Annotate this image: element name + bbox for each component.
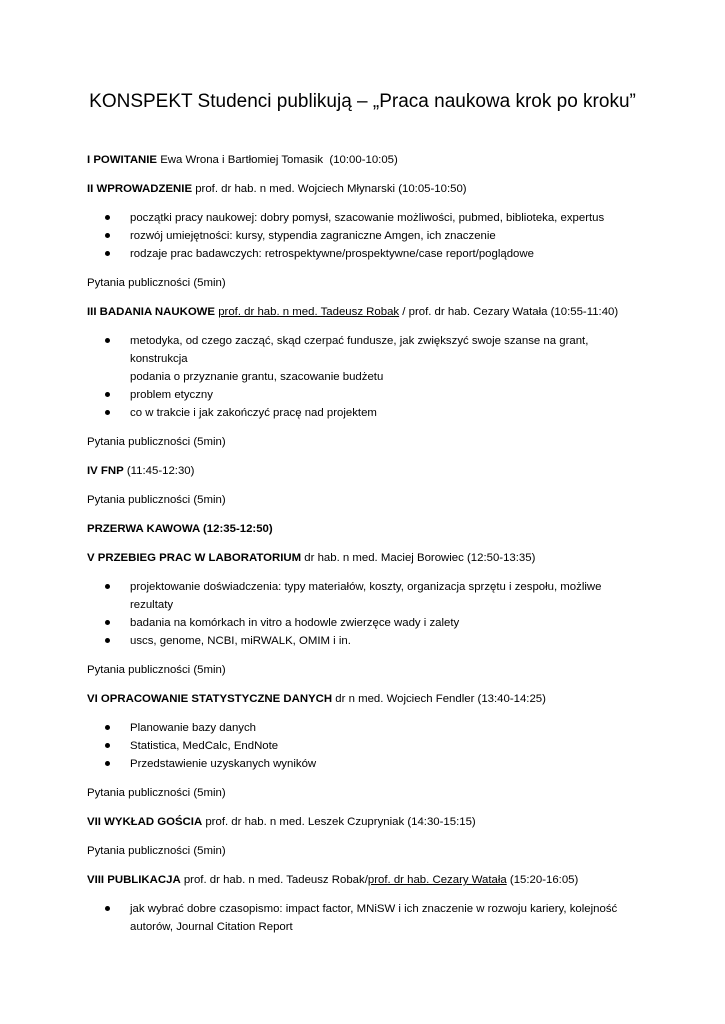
section-details: dr hab. n med. Maciej Borowiec (12:50-13:35) bbox=[301, 552, 536, 564]
topic-item bbox=[87, 719, 647, 737]
agenda-section-heading bbox=[87, 871, 647, 889]
section-title: VI OPRACOWANIE STATYSTYCZNE DANYCH bbox=[87, 693, 333, 705]
bullet-icon bbox=[105, 410, 110, 415]
bullet-icon bbox=[105, 906, 110, 911]
bullet-icon bbox=[105, 743, 110, 748]
section-details: / prof. dr hab. Cezary Watała (10:55-11:40) bbox=[399, 306, 619, 318]
topic-item bbox=[87, 245, 647, 263]
bullet-icon bbox=[105, 233, 110, 238]
section-title: IV FNP bbox=[87, 465, 124, 477]
section-details: prof. dr hab. n med. Wojciech Młynarski (10:05-10:50) bbox=[192, 183, 467, 195]
bullet-icon bbox=[105, 392, 110, 397]
topic-text: Planowanie bazy danych bbox=[130, 722, 257, 734]
topic-item bbox=[87, 386, 647, 404]
topic-text: jak wybrać dobre czasopismo: impact factor, MNiSW i ich znaczenie w rozwoju kariery, kolejność autorów, Journal Citation Report bbox=[130, 903, 618, 933]
section-title: V PRZEBIEG PRAC W LABORATORIUM bbox=[87, 552, 302, 564]
agenda-section-heading bbox=[87, 549, 647, 567]
topic-item bbox=[87, 578, 647, 614]
bullet-icon bbox=[105, 584, 110, 589]
bullet-icon bbox=[105, 638, 110, 643]
topic-text: metodyka, od czego zacząć, skąd czerpać fundusze, jak zwiększyć swoje szanse na grant, konstrukcja podania o przyznanie grantu, szacowanie budżetu bbox=[130, 335, 589, 383]
audience-questions-note: Pytania publiczności (5min) bbox=[87, 494, 226, 506]
topic-item bbox=[87, 632, 647, 650]
topic-item bbox=[87, 404, 647, 422]
agenda-section-heading bbox=[87, 180, 647, 198]
topic-list bbox=[87, 578, 647, 650]
audience-questions-note: Pytania publiczności (5min) bbox=[87, 664, 226, 676]
topic-item bbox=[87, 614, 647, 632]
topic-text: rodzaje prac badawczych: retrospektywne/prospektywne/case report/poglądowe bbox=[130, 248, 534, 260]
topic-list bbox=[87, 900, 647, 936]
agenda-section-heading bbox=[87, 813, 647, 831]
topic-text: początki pracy naukowej: dobry pomysł, szacowanie możliwości, pubmed, biblioteka, expertus bbox=[130, 212, 605, 224]
section-details: Ewa Wrona i Bartłomiej Tomasik (10:00-10:05) bbox=[157, 154, 398, 166]
topic-text: problem etyczny bbox=[130, 389, 213, 401]
agenda-section-heading bbox=[87, 151, 647, 169]
document-body bbox=[87, 151, 647, 947]
audience-questions-note: Pytania publiczności (5min) bbox=[87, 845, 226, 857]
section-details: dr n med. Wojciech Fendler (13:40-14:25) bbox=[332, 693, 546, 705]
topic-item bbox=[87, 209, 647, 227]
topic-list bbox=[87, 719, 647, 773]
section-details: prof. dr hab. n med. Tadeusz Robak/ bbox=[180, 874, 368, 886]
agenda-section-heading bbox=[87, 690, 647, 708]
topic-text: Statistica, MedCalc, EndNote bbox=[130, 740, 279, 752]
section-title: I POWITANIE bbox=[87, 154, 158, 166]
topic-list bbox=[87, 332, 647, 422]
agenda-section-heading bbox=[87, 520, 647, 538]
topic-text: uscs, genome, NCBI, miRWALK, OMIM i in. bbox=[130, 635, 351, 647]
document-title: KONSPEKT Studenci publikują – „Praca naukowa krok po kroku” bbox=[89, 91, 636, 112]
section-title: VII WYKŁAD GOŚCIA bbox=[87, 816, 203, 828]
topic-text: co w trakcie i jak zakończyć pracę nad projektem bbox=[130, 407, 377, 419]
speaker-name-underlined: prof. dr hab. n med. Tadeusz Robak bbox=[218, 306, 400, 318]
section-details: (15:20-16:05) bbox=[506, 874, 579, 886]
bullet-icon bbox=[105, 215, 110, 220]
topic-text: badania na komórkach in vitro a hodowle zwierzęce wady i zalety bbox=[130, 617, 460, 629]
bullet-icon bbox=[105, 338, 110, 343]
audience-questions-note: Pytania publiczności (5min) bbox=[87, 787, 226, 799]
audience-questions-note: Pytania publiczności (5min) bbox=[87, 436, 226, 448]
topic-item bbox=[87, 900, 647, 936]
audience-questions-note: Pytania publiczności (5min) bbox=[87, 277, 226, 289]
agenda-section-heading bbox=[87, 462, 647, 480]
section-title: VIII PUBLIKACJA bbox=[87, 874, 181, 886]
section-title: II WPROWADZENIE bbox=[87, 183, 193, 195]
topic-text: rozwój umiejętności: kursy, stypendia zagraniczne Amgen, ich znaczenie bbox=[130, 230, 496, 242]
bullet-icon bbox=[105, 725, 110, 730]
section-details: (11:45-12:30) bbox=[123, 465, 195, 477]
bullet-icon bbox=[105, 251, 110, 256]
topic-text: Przedstawienie uzyskanych wyników bbox=[130, 758, 317, 770]
bullet-icon bbox=[105, 620, 110, 625]
topic-text: projektowanie doświadczenia: typy materiałów, koszty, organizacja sprzętu i zespołu, możliwe rezultaty bbox=[130, 581, 602, 611]
topic-item bbox=[87, 227, 647, 245]
topic-item bbox=[87, 737, 647, 755]
section-title: PRZERWA KAWOWA (12:35-12:50) bbox=[87, 523, 273, 535]
bullet-icon bbox=[105, 761, 110, 766]
topic-item bbox=[87, 332, 647, 386]
agenda-section-heading bbox=[87, 303, 647, 321]
section-details: prof. dr hab. n med. Leszek Czupryniak (14:30-15:15) bbox=[202, 816, 476, 828]
speaker-name-underlined: prof. dr hab. Cezary Watała bbox=[367, 874, 507, 886]
topic-list bbox=[87, 209, 647, 263]
section-title: III BADANIA NAUKOWE bbox=[87, 306, 216, 318]
topic-item bbox=[87, 755, 647, 773]
